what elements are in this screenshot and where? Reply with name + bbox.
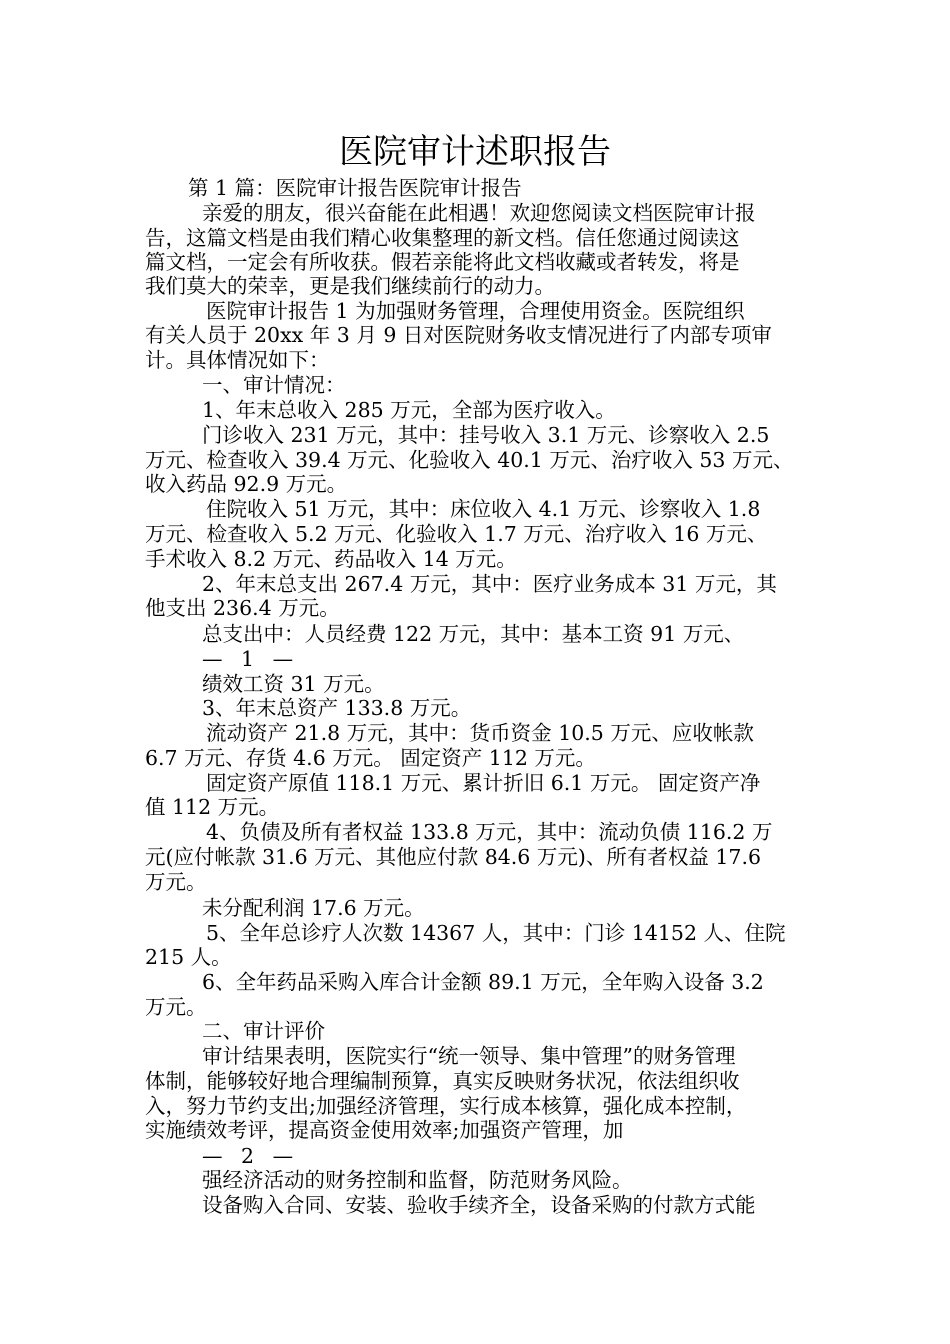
- paragraph-line: 未分配利润 17.6 万元。: [202, 896, 425, 920]
- paragraph-line: 他支出 236.4 万元。: [145, 596, 340, 620]
- paragraph-line: 入，努力节约支出;加强经济管理，实行成本核算，强化成本控制，: [145, 1094, 747, 1118]
- section-heading: 二、审计评价: [202, 1019, 325, 1043]
- paragraph-line: 篇文档，一定会有所收获。假若亲能将此文档收藏或者转发，将是: [145, 250, 740, 274]
- paragraph-line: 实施绩效考评，提高资金使用效率;加强资产管理，加: [145, 1118, 624, 1142]
- paragraph-line: 医院审计报告 1 为加强财务管理，合理使用资金。医院组织: [206, 299, 745, 323]
- document-title: 医院审计述职报告: [339, 132, 611, 172]
- paragraph-line: 元(应付帐款 31.6 万元、其他应付款 84.6 万元)、所有者权益 17.6: [145, 845, 762, 869]
- paragraph-line: 万元、检查收入 39.4 万元、化验收入 40.1 万元、治疗收入 53 万元、: [145, 448, 794, 472]
- paragraph-line: 1、年末总收入 285 万元，全部为医疗收入。: [202, 398, 616, 422]
- paragraph-line: 有关人员于 20xx 年 3 月 9 日对医院财务收支情况进行了内部专项审: [145, 323, 772, 347]
- paragraph-line: 绩效工资 31 万元。: [202, 672, 385, 696]
- paragraph-line: 我们莫大的荣幸，更是我们继续前行的动力。: [145, 274, 555, 298]
- paragraph-line: 6、全年药品采购入库合计金额 89.1 万元，全年购入设备 3.2: [202, 970, 764, 994]
- paragraph-line: 固定资产原值 118.1 万元、累计折旧 6.1 万元。 固定资产净: [206, 771, 761, 795]
- paragraph-line: 值 112 万元。: [145, 795, 280, 819]
- paragraph-line: 4、负债及所有者权益 133.8 万元，其中：流动负债 116.2 万: [206, 820, 773, 844]
- paragraph-line: 强经济活动的财务控制和监督，防范财务风险。: [202, 1168, 633, 1192]
- paragraph-line: 审计结果表明，医院实行“统一领导、集中管理”的财务管理: [202, 1044, 736, 1068]
- paragraph-line: 体制，能够较好地合理编制预算，真实反映财务状况，依法组织收: [145, 1069, 740, 1093]
- paragraph-line: 设备购入合同、安装、验收手续齐全，设备采购的付款方式能: [202, 1193, 756, 1217]
- paragraph-line: 3、年末总资产 133.8 万元。: [202, 696, 472, 720]
- paragraph-line: 万元。: [145, 995, 207, 1019]
- paragraph-line: 6.7 万元、存货 4.6 万元。 固定资产 112 万元。: [145, 746, 596, 770]
- paragraph-line: 门诊收入 231 万元，其中：挂号收入 3.1 万元、诊察收入 2.5: [202, 423, 770, 447]
- section-heading: 一、审计情况：: [202, 373, 346, 397]
- paragraph-line: 手术收入 8.2 万元、药品收入 14 万元。: [145, 547, 517, 571]
- paragraph-line: 万元、检查收入 5.2 万元、化验收入 1.7 万元、治疗收入 16 万元、: [145, 522, 768, 546]
- paragraph-line: 告，这篇文档是由我们精心收集整理的新文档。信任您通过阅读这: [145, 226, 740, 250]
- paragraph-line: 计。具体情况如下：: [145, 348, 330, 372]
- paragraph-line: 215 人。: [145, 945, 232, 969]
- paragraph-line: 流动资产 21.8 万元，其中：货币资金 10.5 万元、应收帐款: [206, 721, 754, 745]
- page-number: — 1 —: [202, 647, 300, 671]
- paragraph-line: 2、年末总支出 267.4 万元，其中：医疗业务成本 31 万元，其: [202, 572, 777, 596]
- page-number: — 2 —: [202, 1144, 300, 1168]
- paragraph-line: 总支出中：人员经费 122 万元，其中：基本工资 91 万元、: [202, 622, 745, 646]
- chapter-heading: 第 1 篇：医院审计报告医院审计报告: [188, 176, 522, 200]
- paragraph-line: 住院收入 51 万元，其中：床位收入 4.1 万元、诊察收入 1.8: [206, 497, 761, 521]
- paragraph-line: 亲爱的朋友，很兴奋能在此相遇！欢迎您阅读文档医院审计报: [202, 201, 756, 225]
- paragraph-line: 5、全年总诊疗人次数 14367 人，其中：门诊 14152 人、住院: [206, 921, 786, 945]
- paragraph-line: 收入药品 92.9 万元。: [145, 472, 348, 496]
- paragraph-line: 万元。: [145, 870, 207, 894]
